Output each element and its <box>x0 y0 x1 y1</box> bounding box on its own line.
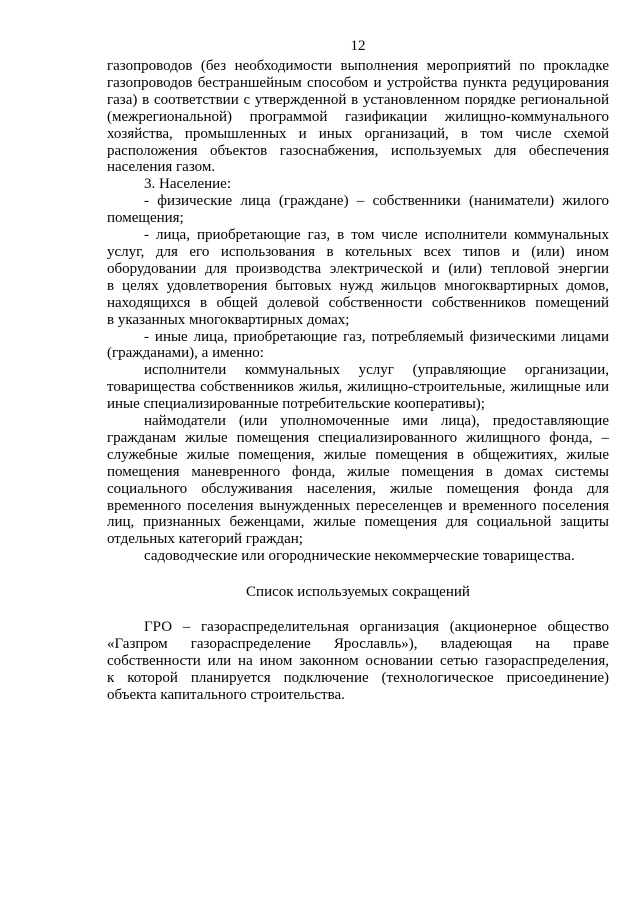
paragraph-gas-pipelines <box>107 58 609 176</box>
text-line: (межрегиональной) программой газификации жилищно-коммунального <box>107 108 609 125</box>
text-line: - физические лица (граждане) – собственники (наниматели) жилого <box>144 193 609 210</box>
text-line: в указанных многоквартирных домах; <box>107 311 350 328</box>
sub-item-garden-partnerships <box>107 548 609 565</box>
list-item-individuals <box>107 193 609 227</box>
text-line: хозяйства, промышленных и иных организаций, в том числе схемой <box>107 125 609 142</box>
text-line: иные специализированные потребительские кооперативы); <box>107 396 485 413</box>
page-number: 12 <box>350 38 366 54</box>
text-line: помещения маневренного фонда, жилые помещения в домах системы <box>107 463 609 480</box>
abbreviations-heading: Список используемых сокращений <box>246 584 470 601</box>
text-line: к которой планируется подключение (технологическое присоединение) <box>107 669 609 686</box>
sub-item-utility-providers <box>107 362 609 413</box>
text-line: служебные жилые помещения, жилые помещения в общежитиях, жилые <box>107 446 609 463</box>
text-line: временного поселения вынужденных переселенцев и временного поселения <box>107 497 609 514</box>
text-line: наймодатели (или уполномоченные ими лица), предоставляющие <box>144 413 609 430</box>
text-line: исполнители коммунальных услуг (управляющие организации, <box>144 362 609 379</box>
text-line: населения газом. <box>107 159 216 176</box>
text-line: оборудовании для производства электрической и (или) тепловой энергии <box>107 260 609 277</box>
text-line: помещения; <box>107 210 184 227</box>
text-line: ГРО – газораспределительная организация (акционерное общество <box>144 619 609 636</box>
text-line: объекта капитального строительства. <box>107 686 345 703</box>
text-line: отдельных категорий граждан; <box>107 531 303 548</box>
text-line: социального обслуживания населения, жилые помещения фонда для <box>107 480 609 497</box>
text-line: «Газпром газораспределение Ярославль»), владеющая на праве <box>107 636 609 652</box>
text-line: в целях удовлетворения бытовых нужд жильцов многоквартирных домов, <box>107 277 609 294</box>
text-line: расположения объектов газоснабжения, используемых для обеспечения <box>107 142 609 159</box>
text-line: - иные лица, приобретающие газ, потребляемый физическими лицами <box>144 328 609 345</box>
text-line: газопроводов (без необходимости выполнения мероприятий по прокладке <box>107 58 609 74</box>
text-line: газопроводов бестраншейным способом и устройства пункта редуцирования <box>107 74 609 91</box>
section-heading-population: 3. Население: <box>144 176 232 193</box>
list-item-other-persons <box>107 329 609 363</box>
document-page <box>107 38 609 704</box>
text-line: товарищества собственников жилья, жилищно-строительные, жилищные или <box>107 379 609 396</box>
text-line: услуг, для его использования в котельных всех типов и (или) ином <box>107 243 609 260</box>
text-line: лиц, признанных беженцами, жилые помещения для социальной защиты <box>107 514 609 531</box>
text-line: гражданам жилые помещения специализированного жилищного фонда, – <box>107 429 609 446</box>
text-line: собственности или на ином законном основании сетью газораспределения, <box>107 652 609 669</box>
text-line: газа) в соответствии с утвержденной в установленном порядке региональной <box>107 91 609 108</box>
text-line: (гражданами), а именно: <box>107 345 264 362</box>
abbreviation-gro <box>107 619 609 704</box>
sub-item-landlords <box>107 413 609 548</box>
text-line: находящихся в общей долевой собственности собственников помещений <box>107 294 609 311</box>
text-line: садоводческие или огороднические некоммерческие товарищества. <box>144 548 575 565</box>
text-line: - лица, приобретающие газ, в том числе исполнители коммунальных <box>144 227 609 244</box>
list-item-gas-purchasers <box>107 227 609 328</box>
